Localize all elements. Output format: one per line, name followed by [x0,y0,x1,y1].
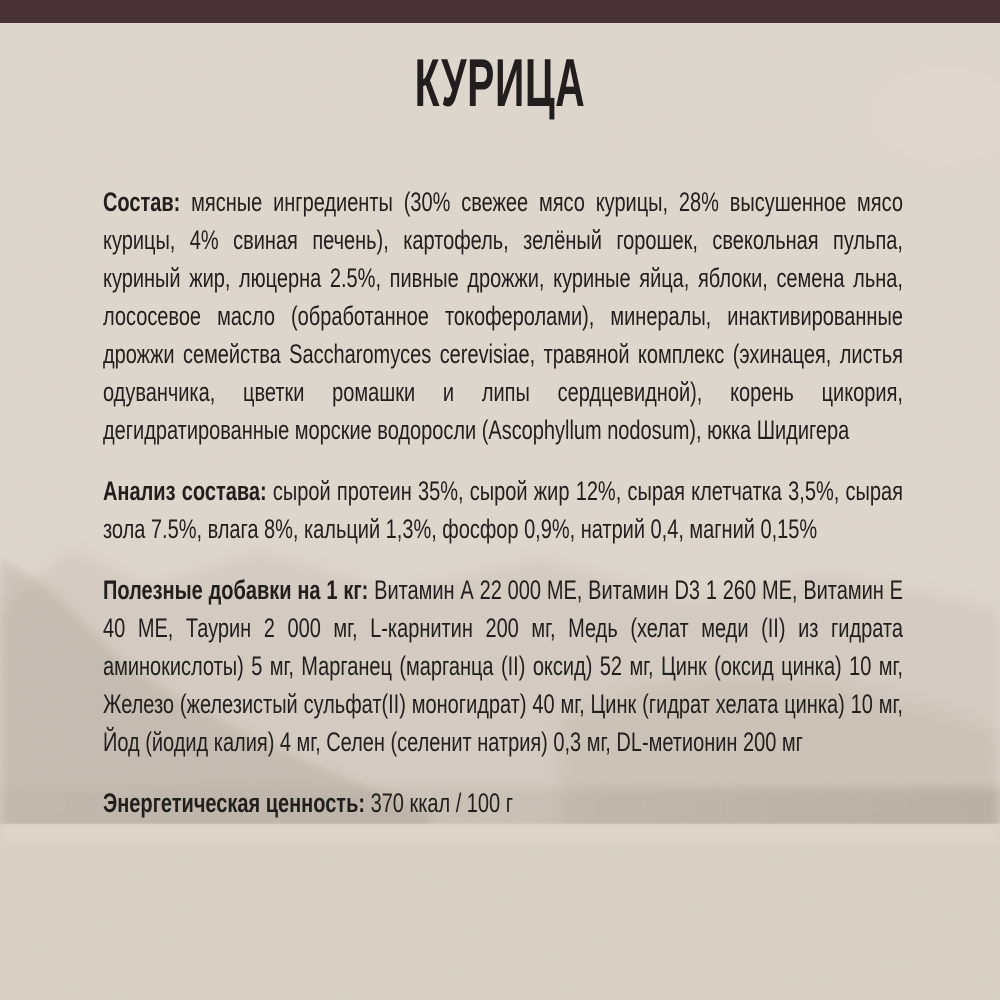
composition-text: мясные ингредиенты (30% свежее мясо курицы, 28% высушенное мясо курицы, 4% свиная печень), картофель, зелёный горошек, свекольная пульпа, куриный жир, люцерна 2.5%, пивные дрожжи, куриные яйца, яблоки, семена льна, лососевое масло (обработанное токоферолами), минералы, инактивированные дрожжи семейства Saccharomyces cerevisiae, травяной комплекс (эхинацея, листья одуванчика, цветки ромашки и липы сердцевидной), корень цикория, дегидратированные морские водоросли (Ascophyllum nodosum), юкка Шидигера [103,187,903,445]
product-description [103,183,903,822]
energy-label: Энергетическая ценность: [103,788,366,818]
energy-paragraph [103,784,903,822]
analysis-paragraph [103,472,903,548]
analysis-text: сырой протеин 35%, сырой жир 12%, сырая клетчатка 3,5%, сырая зола 7.5%, влага 8%, кальций 1,3%, фосфор 0,9%, натрий 0,4, магний 0,15% [103,476,903,544]
additives-paragraph [103,571,903,761]
composition-paragraph [103,183,903,449]
composition-label: Состав: [103,187,181,217]
analysis-label: Анализ состава: [103,476,267,506]
top-border-bar [0,0,1000,23]
additives-text: Витамин А 22 000 МЕ, Витамин D3 1 260 МЕ, Витамин Е 40 МЕ, Таурин 2 000 мг, L-карнитин 200 мг, Медь (хелат меди (II) из гидрата аминокислоты) 5 мг, Марганец (марганца (II) оксид) 52 мг, Цинк (оксид цинка) 10 мг, Железо (железистый сульфат(II) моногидрат) 40 мг, Цинк (гидрат хелата цинка) 10 мг, Йод (йодид калия) 4 мг, Селен (селенит натрия) 0,3 мг, DL-метионин 200 мг [103,575,903,757]
energy-text: 370 ккал / 100 г [365,788,513,818]
page-title: КУРИЦА [414,45,586,121]
additives-label: Полезные добавки на 1 кг: [103,575,369,605]
